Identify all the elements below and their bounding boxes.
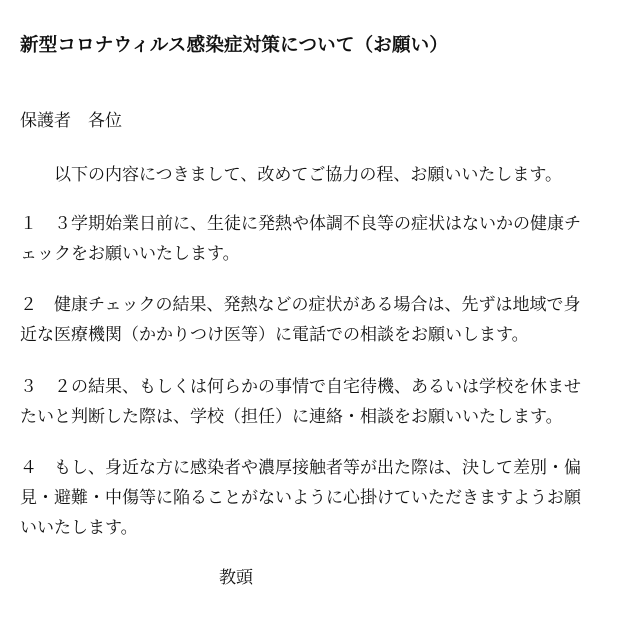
signature: 教頭 [219,568,253,588]
list-item-1 [20,209,622,269]
item-line: たいと判断した際は、学校（担任）に連絡・相談をお願いいたします。 [20,407,563,427]
item-line: １ ３学期始業日前に、生徒に発熱や体調不良等の症状はないかの健康チ [20,214,581,234]
item-line: ２ 健康チェックの結果、発熱などの症状がある場合は、先ずは地域で身 [20,295,581,315]
item-line: ェックをお願いいたします。 [20,244,240,264]
document-title: 新型コロナウィルス感染症対策について（お願い） [20,35,449,56]
intro-paragraph: 以下の内容につきまして、改めてご協力の程、お願いいたします。 [37,165,562,185]
item-line: ３ ２の結果、もしくは何らかの事情で自宅待機、あるいは学校を休ませ [20,377,581,397]
item-line: 近な医療機関（かかりつけ医等）に電話での相談をお願いします。 [20,325,529,345]
list-item-3 [20,372,622,432]
item-line: ４ もし、身近な方に感染者や濃厚接触者等が出た際は、決して差別・偏 [20,458,581,478]
list-item-4 [20,453,622,543]
item-line: いいたします。 [20,518,138,538]
list-item-2 [20,290,622,350]
addressee: 保護者 各位 [20,111,122,131]
item-line: 見・避難・中傷等に陥ることがないように心掛けていただきますようお願 [20,488,581,508]
